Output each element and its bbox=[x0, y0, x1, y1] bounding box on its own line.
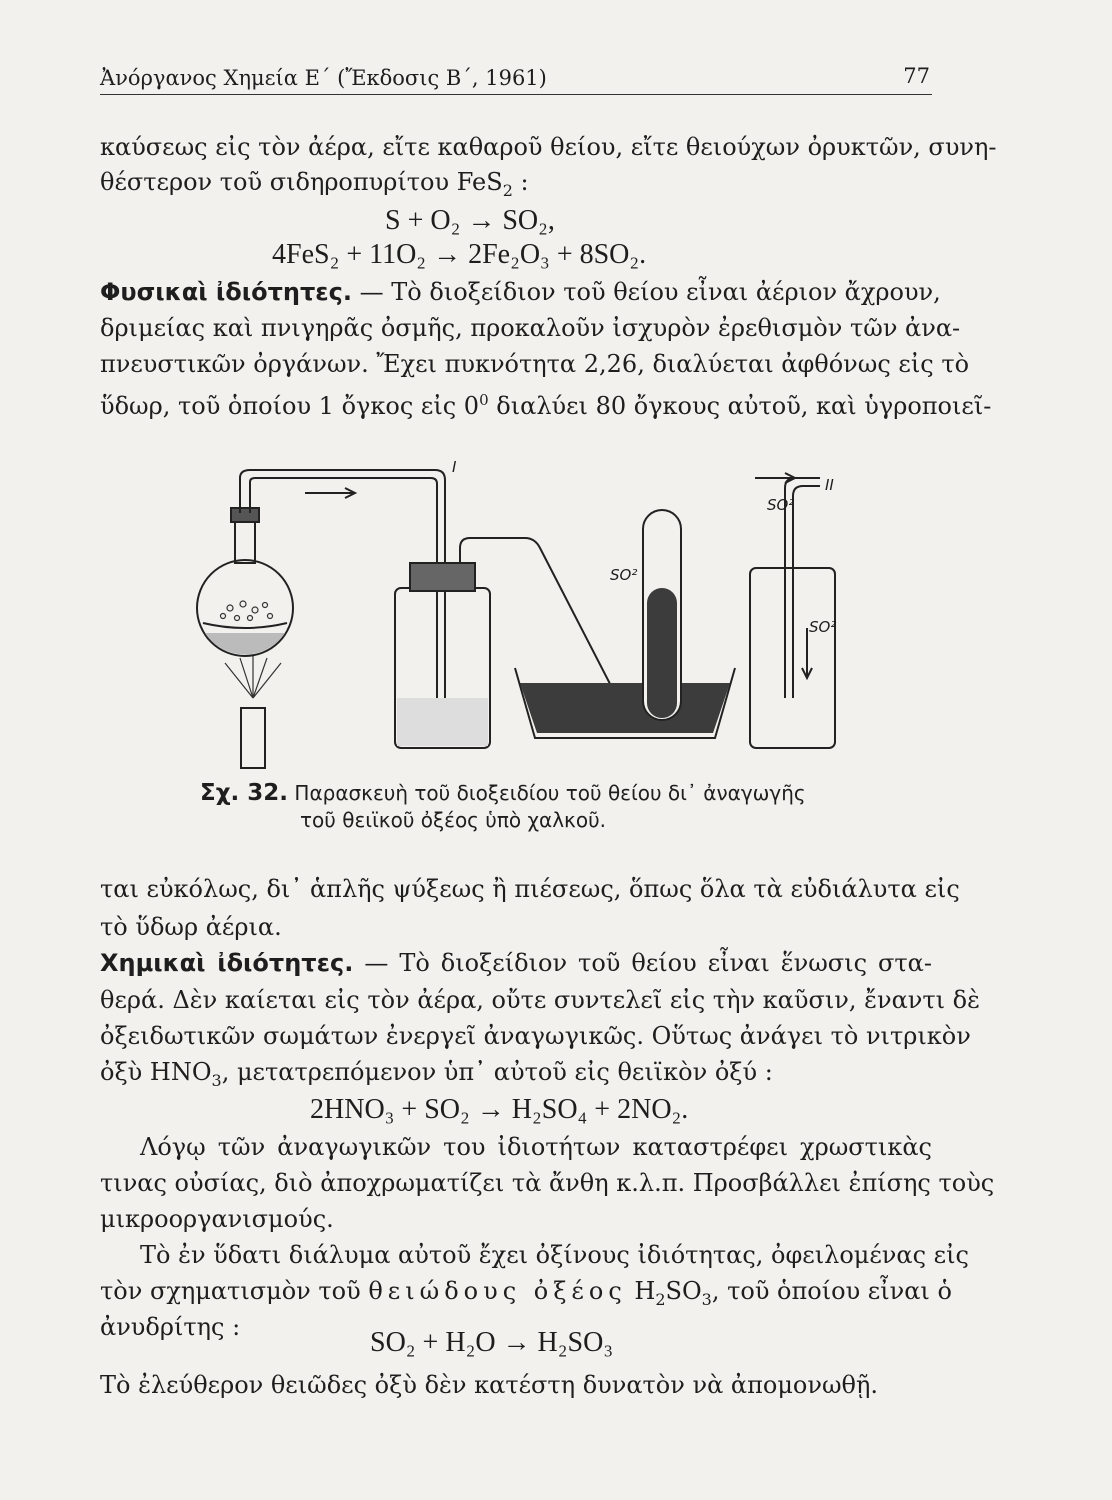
figure-caption bbox=[200, 780, 806, 806]
flask-stopper bbox=[231, 508, 259, 522]
text-line: Λόγῳ τῶν ἀναγωγικῶν του ἰδιοτήτων καταστρέφει χρωστικὰς bbox=[140, 1133, 932, 1161]
collection-tube-water bbox=[647, 588, 677, 718]
text-line: ὀξειδωτικῶν σωμάτων ἐνεργεῖ ἀναγωγικῶς. Οὕτως ἀνάγει τὸ νιτρικὸν bbox=[100, 1022, 971, 1050]
text-line: Τὸ ἐν ὕδατι διάλυμα αὐτοῦ ἔχει ὀξίνους ἰδιότητας, ὀφειλομένας εἰς bbox=[140, 1241, 969, 1269]
text-line: μικροοργανισμούς. bbox=[100, 1205, 334, 1233]
label-tube-I: I bbox=[452, 458, 457, 476]
text-line: καύσεως εἰς τὸν ἀέρα, εἴτε καθαροῦ θείου, εἴτε θειούχων ὀρυκτῶν, συνη- bbox=[100, 133, 997, 161]
text-line: θέστερον τοῦ σιδηροπυρίτου FeS$_2$ : bbox=[100, 168, 529, 200]
caption-line-1: Παρασκευὴ τοῦ διοξειδίου τοῦ θείου δι᾿ ἀναγωγῆς bbox=[294, 781, 806, 805]
delivery-tube-1-inner bbox=[250, 478, 437, 728]
text-line: θερά. Δὲν καίεται εἰς τὸν ἀέρα, οὔτε συντελεῖ εἰς τὴν καῦσιν, ἔναντι δὲ bbox=[100, 986, 981, 1014]
section-heading-chemical: Χημικαὶ ἰδιότητες. bbox=[100, 949, 354, 977]
wash-bottle-liquid bbox=[397, 698, 488, 746]
apparatus-illustration bbox=[195, 458, 855, 778]
spaced-term: θειώδους ὀξέος bbox=[368, 1277, 627, 1305]
flow-arrow-2 bbox=[755, 473, 795, 483]
page-number: 77 bbox=[903, 64, 930, 88]
bunsen-burner bbox=[241, 708, 265, 768]
running-header bbox=[100, 64, 932, 95]
trough-water bbox=[520, 683, 730, 733]
caption-line-2: τοῦ θειϊκοῦ ὀξέος ὑπὸ χαλκοῦ. bbox=[300, 808, 607, 832]
flow-arrow-1 bbox=[305, 488, 355, 498]
figure-so2-apparatus bbox=[195, 458, 855, 778]
text-line: τινας οὐσίας, διὸ ἀποχρωματίζει τὰ ἄνθη κ.λ.π. Προσβάλλει ἐπίσης τοὺς bbox=[100, 1169, 995, 1197]
label-so2-bottle: SO² bbox=[809, 618, 837, 636]
text-line: ὕδωρ, τοῦ ὁποίου 1 ὄγκος εἰς $0^0$ διαλύει 80 ὄγκους αὐτοῦ, καὶ ὑγροποιεῖ- bbox=[100, 391, 992, 420]
header-title: Ἀνόργανος Χημεία Ε΄ (Ἔκδοσις Β΄, 1961) bbox=[100, 66, 547, 90]
text-line: τὸν σχηματισμὸν τοῦ θειώδους ὀξέος $H_2SO_3$, τοῦ ὁποίου εἶναι ὁ bbox=[100, 1277, 952, 1309]
wash-bottle-stopper bbox=[410, 563, 475, 591]
equation-sulfurous-acid: SO₂ + H₂O → H₂SO₃ bbox=[370, 1327, 614, 1358]
burner-flame bbox=[225, 656, 281, 698]
text-line: πνευστικῶν ὀργάνων. Ἔχει πυκνότητα 2,26, διαλύεται ἀφθόνως εἰς τὸ bbox=[100, 350, 970, 378]
equation-nitric-reduction: 2HNO₃ + SO₂ → H₂SO₄ + 2NO₂. bbox=[310, 1094, 689, 1125]
text-line: ἀνυδρίτης : bbox=[100, 1313, 241, 1341]
label-so2-collection: SO² bbox=[610, 566, 638, 584]
flask-liquid bbox=[205, 633, 285, 654]
equation-pyrite-roasting: 4FeS₂ + 11O₂ → 2Fe₂O₃ + 8SO₂. bbox=[272, 239, 647, 270]
text-line: ται εὐκόλως, δι᾿ ἁπλῆς ψύξεως ἢ πιέσεως, ὅπως ὅλα τὰ εὐδιάλυτα εἰς bbox=[100, 875, 960, 903]
liquid-surface bbox=[203, 623, 287, 628]
text-line: Φυσικαὶ ἰδιότητες. — Τὸ διοξείδιον τοῦ θείου εἶναι ἀέριον ἄχρουν, bbox=[100, 278, 941, 306]
text-line: Χημικαὶ ἰδιότητες. — Τὸ διοξείδιον τοῦ θείου εἶναι ἕνωσις στα- bbox=[100, 949, 932, 977]
section-heading-physical: Φυσικαὶ ἰδιότητες. bbox=[100, 278, 352, 306]
copper-bubbles bbox=[221, 601, 273, 621]
text-line: Τὸ ἐλεύθερον θειῶδες ὀξὺ δὲν κατέστη δυνατὸν νὰ ἀπομονωθῇ. bbox=[100, 1371, 878, 1399]
label-so2-top: SO² bbox=[767, 496, 795, 514]
figure-number: Σχ. 32. bbox=[200, 780, 289, 806]
label-tube-II: II bbox=[825, 476, 834, 494]
text-line: ὀξὺ $HNO_3$, μετατρεπόμενον ὑπ᾿ αὐτοῦ εἰς θειϊκὸν ὀξύ : bbox=[100, 1058, 773, 1090]
text-line: τὸ ὕδωρ ἀέρια. bbox=[100, 913, 282, 941]
equation-sulfur-combustion: S + O₂ → SO₂, bbox=[385, 205, 555, 236]
delivery-tube-1 bbox=[240, 470, 445, 728]
text-line: δριμείας καὶ πνιγηρᾶς ὀσμῆς, προκαλοῦν ἰσχυρὸν ἐρεθισμὸν τῶν ἀνα- bbox=[100, 314, 961, 342]
